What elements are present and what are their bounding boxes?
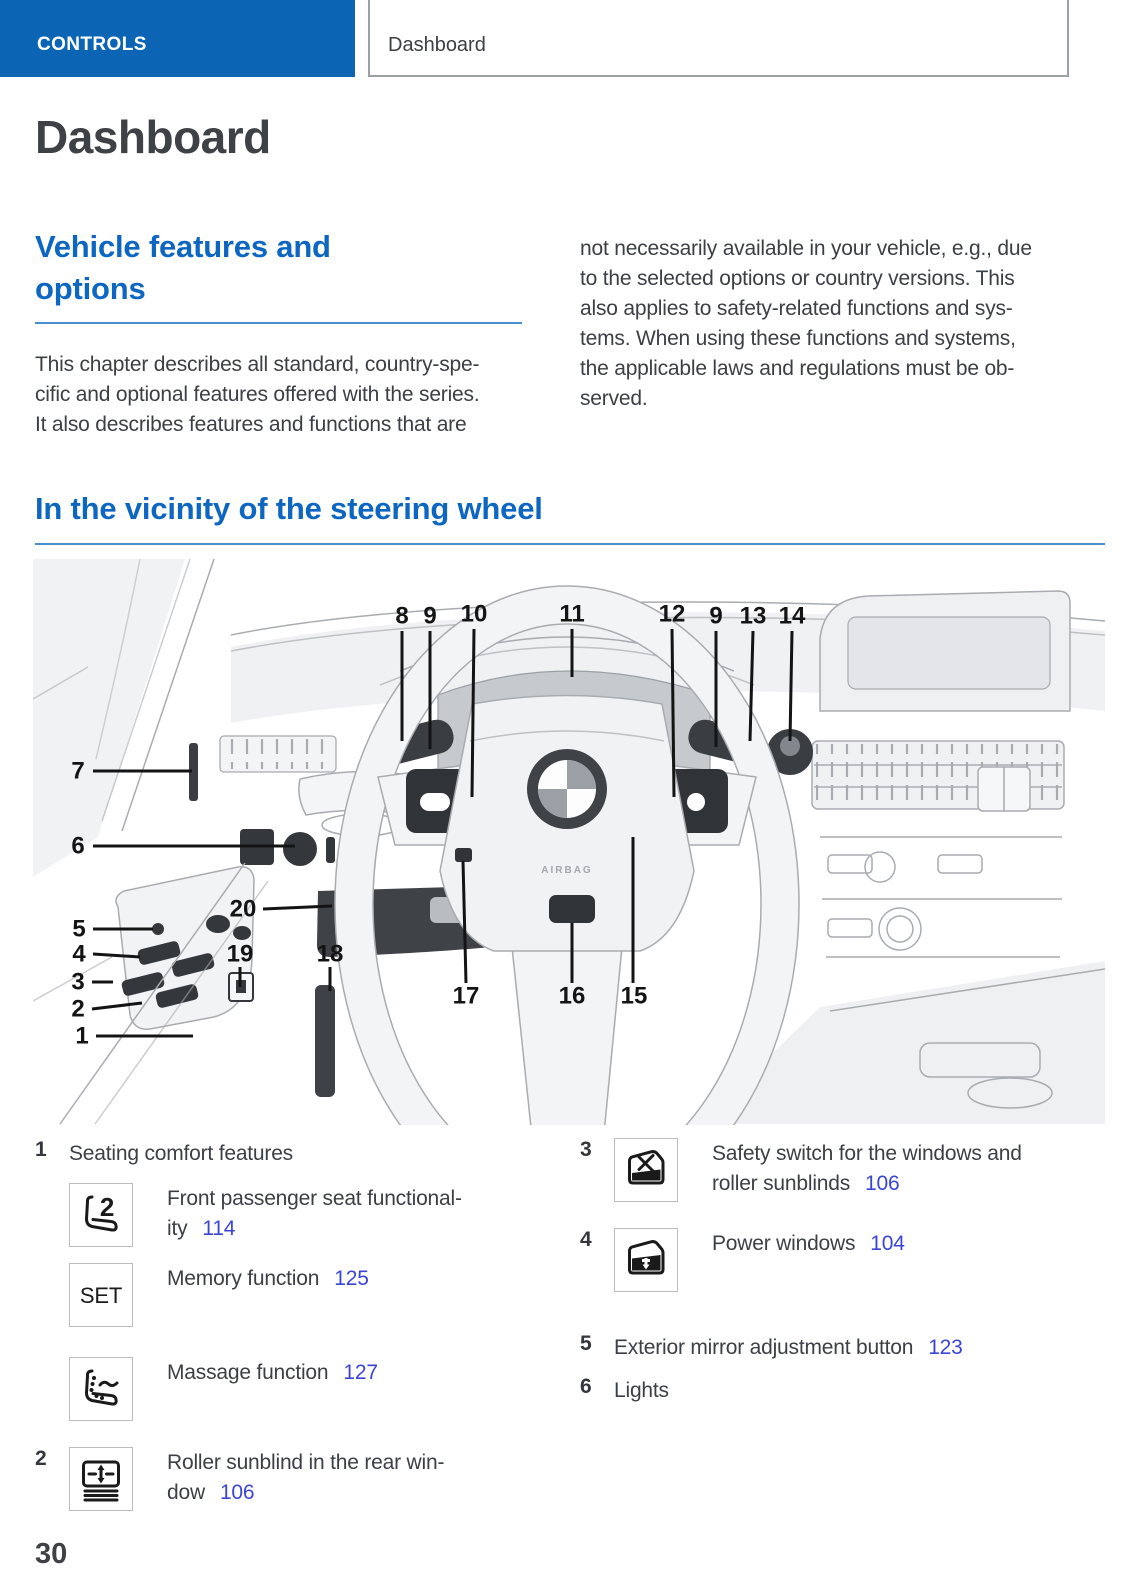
legend-number: 6 (580, 1375, 592, 1398)
callout-number: 11 (559, 600, 585, 628)
memory-set-icon (69, 1263, 133, 1327)
section-tab-label: Dashboard (388, 34, 486, 56)
legend-row-front-passenger-seat (35, 1183, 522, 1247)
callout-number: 17 (452, 982, 480, 1010)
legend-label: Memory function (167, 1267, 320, 1290)
legend-number: 5 (580, 1332, 592, 1355)
legend-item-4 (580, 1228, 1067, 1292)
features-paragraph-right: not necessarily available in your vehicle, e.g., due to the selected options or country versions. This also applies to safety-related functions and sys- tems. When using these functions and systems, the applicable laws and regulations must be ob- served. (580, 237, 1032, 410)
callout-number: 14 (778, 602, 806, 630)
legend-item-1 (35, 1138, 522, 1169)
control-display (820, 591, 1070, 711)
legend-label: Lights (614, 1379, 669, 1402)
vehicle-features-section (35, 226, 1067, 440)
callout-number: 6 (71, 832, 85, 860)
callout-number: 2 (71, 995, 85, 1023)
power-windows-icon (614, 1228, 678, 1292)
section-tab (368, 0, 1069, 77)
callout-number: 8 (395, 602, 409, 630)
heading-rule-full (35, 543, 1105, 545)
callout-number: 3 (71, 968, 85, 996)
page-link[interactable]: 125 (334, 1267, 369, 1290)
rim-button (455, 848, 472, 862)
callout-number: 12 (658, 600, 686, 628)
svg-text:SET: SET (79, 1283, 123, 1308)
legend-label: Front passenger seat functional- ity (167, 1187, 462, 1240)
callout-line (672, 629, 674, 797)
callout-number: 15 (620, 982, 648, 1010)
front-passenger-seat-icon (69, 1183, 133, 1247)
legend-label: Power windows (712, 1232, 856, 1255)
callout-number: 19 (226, 940, 254, 968)
callout-line (472, 629, 474, 797)
callout-number: 4 (72, 940, 86, 968)
legend-item-5 (580, 1332, 1067, 1363)
legend (35, 1138, 1067, 1511)
page-link[interactable]: 127 (343, 1361, 378, 1384)
callout-number: 10 (460, 600, 488, 628)
horn-button (549, 895, 595, 923)
roller-sunblind-icon (69, 1447, 133, 1511)
page-number: 30 (35, 1538, 68, 1570)
air-vents (812, 741, 1064, 811)
callout-number: 1 (75, 1022, 89, 1050)
callout-number: 13 (739, 602, 767, 630)
page-link[interactable]: 106 (865, 1172, 900, 1195)
legend-item-2 (35, 1447, 522, 1511)
vicinity-heading: In the vicinity of the steering wheel (35, 491, 543, 526)
chapter-tab (0, 0, 355, 77)
legend-item-3 (580, 1138, 1067, 1202)
callout-number: 20 (229, 895, 257, 923)
heading-rule (35, 322, 522, 324)
page-title: Dashboard (35, 111, 271, 163)
legend-label: Exterior mirror adjustment button (614, 1336, 914, 1359)
legend-number: 2 (35, 1447, 47, 1470)
legend-label: Safety switch for the windows and roller sunblinds (712, 1142, 1022, 1195)
svg-text:2: 2 (99, 1192, 115, 1222)
callout-line (790, 631, 792, 741)
callout-number: 9 (423, 602, 437, 630)
trim-strip (315, 985, 335, 1097)
callout-number: 5 (72, 915, 86, 943)
page-link[interactable]: 123 (928, 1336, 963, 1359)
legend-number: 4 (580, 1228, 592, 1251)
legend-right-column (580, 1138, 1067, 1406)
legend-left-column (35, 1138, 522, 1511)
bmw-roundel (527, 749, 607, 829)
window-safety-switch-icon (614, 1138, 678, 1202)
legend-label: Seating comfort features (69, 1142, 293, 1165)
callout-number: 9 (709, 602, 723, 630)
page-link[interactable]: 114 (202, 1217, 236, 1240)
callout-number: 16 (558, 982, 586, 1010)
legend-label: Massage function (167, 1361, 329, 1384)
callout-number: 18 (316, 940, 344, 968)
chapter-tab-label: CONTROLS (37, 33, 147, 55)
callout-number: 7 (71, 757, 85, 785)
legend-number: 1 (35, 1138, 47, 1161)
legend-number: 3 (580, 1138, 592, 1161)
airbag-label: AIRBAG (541, 865, 593, 876)
vicinity-section (35, 488, 1105, 545)
legend-row-memory-function (35, 1263, 522, 1327)
steering-wheel-illustration (33, 558, 1105, 1125)
features-paragraph-left: This chapter describes all standard, country-spe- cific and optional features offered with the series. It also describes features and functions that are (35, 353, 480, 436)
legend-item-6 (580, 1375, 1067, 1406)
legend-label: Roller sunblind in the rear win- dow (167, 1451, 445, 1504)
vehicle-features-heading: Vehicle features and options (35, 229, 331, 306)
massage-function-icon (69, 1357, 133, 1421)
legend-row-massage-function (35, 1357, 522, 1421)
page-link[interactable]: 104 (870, 1232, 905, 1255)
page-link[interactable]: 106 (219, 1481, 255, 1504)
